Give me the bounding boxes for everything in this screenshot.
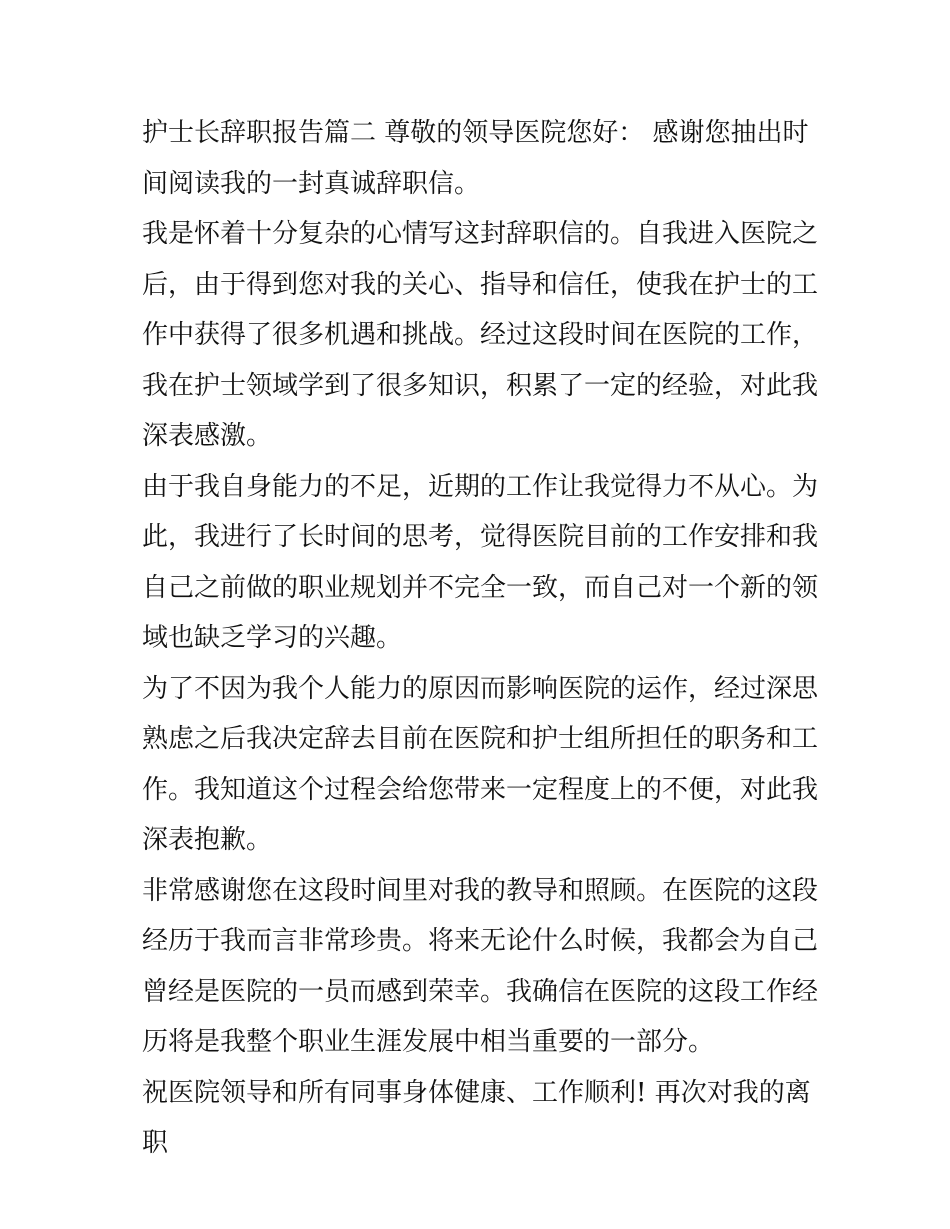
paragraph-3: 由于我自身能力的不足，近期的工作让我觉得力不从心。为此，我进行了长时间的思考，觉得医院目前的工作安排和我自己之前做的职业规划并不完全一致，而自己对一个新的领域也缺乏学习的兴趣。 bbox=[142, 471, 819, 653]
paragraph-6: 祝医院领导和所有同事身体健康、工作顺利! 再次对我的离职 bbox=[142, 1077, 811, 1158]
paragraph-2: 我是怀着十分复杂的心情写这封辞职信的。自我进入医院之后，由于得到您对我的关心、指导和信任，使我在护士的工作中获得了很多机遇和挑战。经过这段时间在医院的工作，我在护士领域学到了很多知识，积累了一定的经验，对此我深表感激。 bbox=[142, 219, 819, 451]
paragraph-1: 护士长辞职报告篇二 尊敬的领导医院您好： 感谢您抽出时间阅读我的一封真诚辞职信。 bbox=[142, 118, 809, 199]
paragraph-4: 为了不因为我个人能力的原因而影响医院的运作，经过深思熟虑之后我决定辞去目前在医院和护士组所担任的职务和工作。我知道这个过程会给您带来一定程度上的不便，对此我深表抱歉。 bbox=[142, 673, 819, 855]
document-body bbox=[142, 108, 822, 1169]
paragraph-5: 非常感谢您在这段时间里对我的教导和照顾。在医院的这段经历于我而言非常珍贵。将来无论什么时候，我都会为自己曾经是医院的一员而感到荣幸。我确信在医院的这段工作经历将是我整个职业生涯发展中相当重要的一部分。 bbox=[142, 875, 819, 1057]
